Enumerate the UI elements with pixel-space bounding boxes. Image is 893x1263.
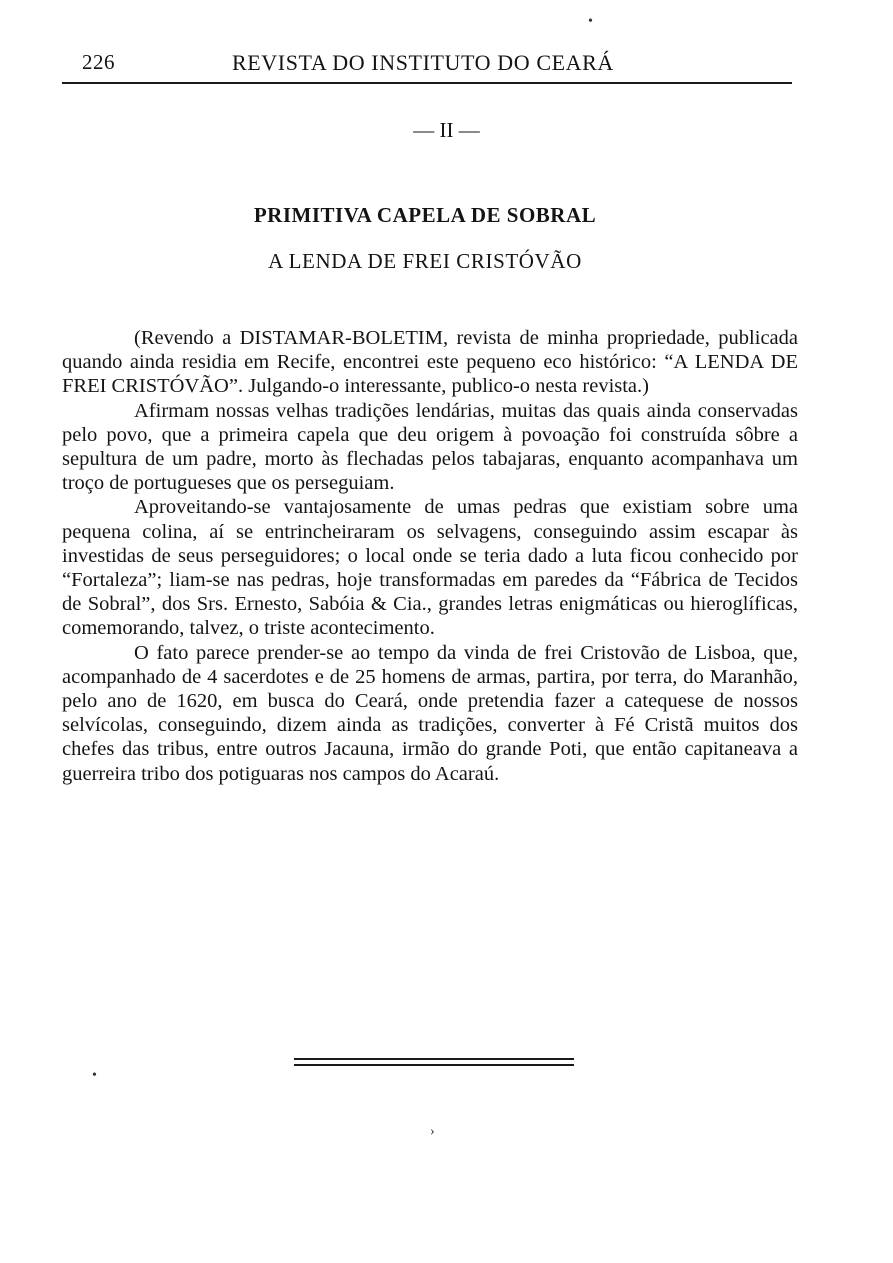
paragraph: O fato parece prender-se ao tempo da vinda de frei Cristovão de Lisboa, que, acompanhado de 4 sacerdotes e de 25 homens de armas, partira, por terra, do Maranhão, pelo ano de 1620, em busca do Ceará, onde pretendia fazer a catequese de nossos selvícolas, conseguindo, dizem ainda as tradições, converter à Fé Cristã muitos dos chefes das tribus, entre outros Jacauna, irmão do grande Poti, que então capitaneava a guerreira tribo dos potiguaras nos campos do Acaraú. — [62, 641, 798, 785]
print-speck: • — [588, 14, 593, 29]
paragraph: (Revendo a DISTAMAR-BOLETIM, revista de minha propriedade, publicada quando ainda residia em Recife, encontrei este pequeno eco histórico: “A LENDA DE FREI CRISTÓVÃO”. Julgando-o interessante, publico-o nesta revista.) — [62, 327, 798, 398]
running-header — [62, 50, 792, 84]
article-title: PRIMITIVA CAPELA DE SOBRAL — [253, 203, 597, 227]
section-number: — II — — [413, 118, 480, 142]
page-number: 226 — [82, 50, 115, 74]
running-title: REVISTA DO INSTITUTO DO CEARÁ — [232, 50, 614, 75]
article-subtitle: A LENDA DE FREI CRISTÓVÃO — [268, 249, 582, 273]
paragraph: Aproveitando-se vantajosamente de umas pedras que existiam sobre uma pequena colina, aí se entrincheiraram os selvagens, conseguindo assim escapar às investidas de seus perseguidores; o local onde se teria dado a luta ficou conhecido por “Fortaleza”; liam-se nas pedras, hoje transformadas em paredes da “Fábrica de Tecidos de Sobral”, dos Srs. Ernesto, Sabóia & Cia., grandes letras enigmáticas ou hieroglíficas, comemorando, talvez, o triste acontecimento. — [62, 496, 798, 640]
print-speck: • — [92, 1068, 97, 1083]
article-body — [62, 326, 798, 786]
end-rule-bottom — [294, 1064, 574, 1066]
paragraph: Afirmam nossas velhas tradições lendárias, muitas das quais ainda conservadas pelo povo, que a primeira capela que deu origem à povoação foi construída sôbre a sepultura de um padre, morto às flechadas pelos tabajaras, enquanto acompanhava um troço de portugueses que os perseguiam. — [62, 399, 798, 495]
print-speck: › — [430, 1124, 435, 1139]
end-rule-top — [294, 1058, 574, 1060]
